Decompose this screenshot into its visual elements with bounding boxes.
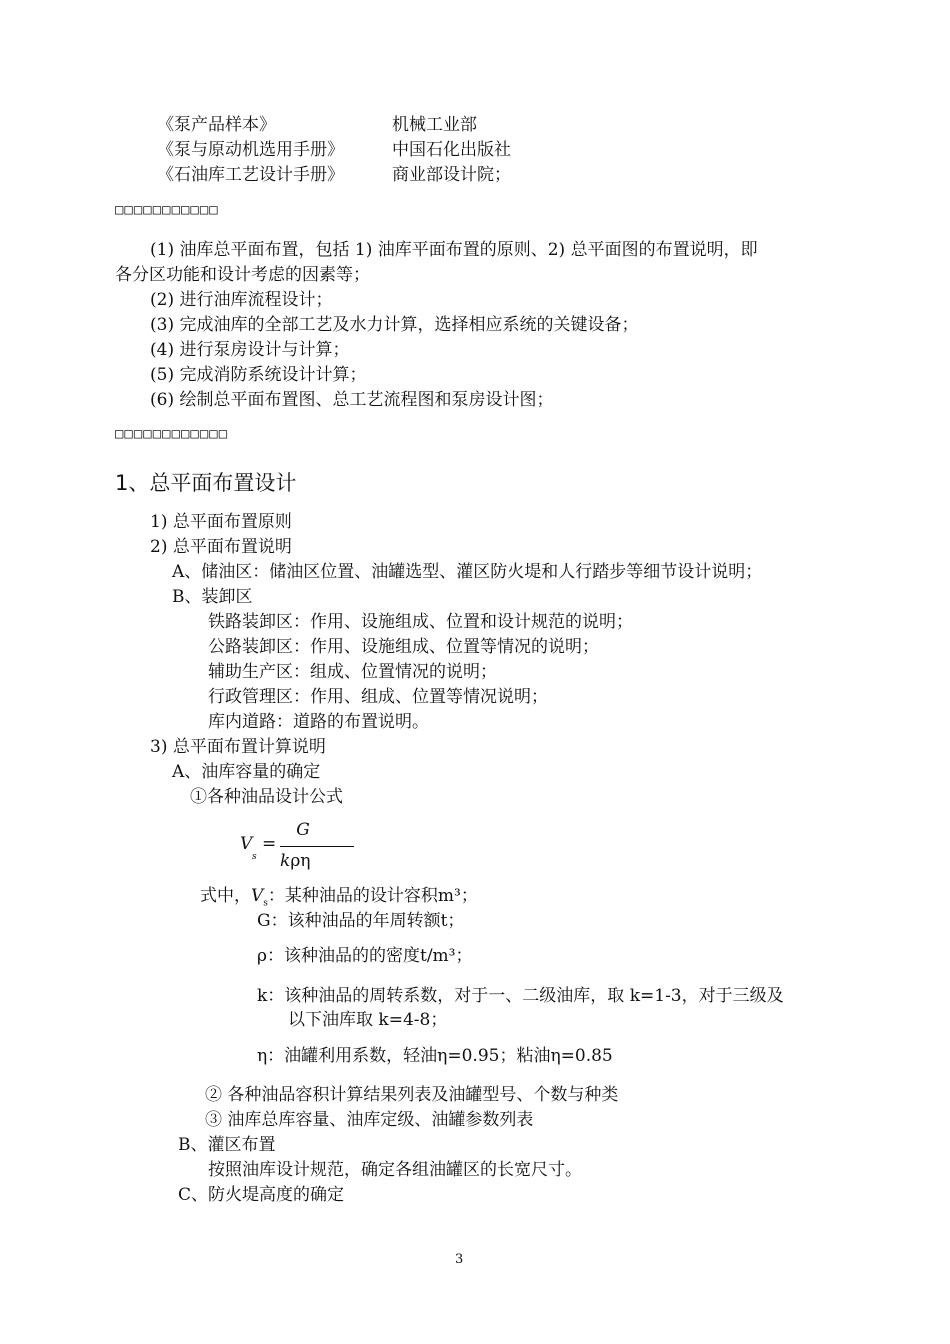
outline-item: B、灌区布置: [178, 1135, 276, 1155]
reference-title: 《石油库工艺设计手册》: [157, 165, 344, 185]
fraction-bar: [280, 846, 354, 847]
outline-item: ② 各种油品容积计算结果列表及油罐型号、个数与种类: [205, 1085, 619, 1105]
task-line: (3) 完成油库的全部工艺及水力计算，选择相应系统的关键设备；: [150, 315, 639, 335]
outline-item: 按照油库设计规范，确定各组油罐区的长宽尺寸。: [208, 1160, 582, 1180]
where-vs-desc: ：某种油品的设计容积m³；: [267, 886, 478, 906]
formula-equals: =: [262, 834, 277, 854]
section-title: 1、总平面布置设计: [115, 471, 297, 495]
where-k-line-continued: 以下油库取 k=4-8；: [288, 1010, 448, 1030]
formula-den-k: k: [280, 851, 291, 871]
task-line: (5) 完成消防系统设计计算；: [150, 365, 367, 385]
outline-item: 公路装卸区：作用、设施组成、位置等情况的说明；: [208, 637, 599, 657]
outline-item: 库内道路：道路的布置说明。: [208, 712, 429, 732]
outline-item: ①各种油品设计公式: [190, 787, 343, 807]
reference-publisher: 机械工业部: [392, 115, 477, 135]
where-k-line: k：该种油品的周转系数，对于一、二级油库，取 k=1-3，对于三级及: [257, 986, 784, 1006]
outline-item: 铁路装卸区：作用、设施组成、位置和设计规范的说明；: [208, 612, 633, 632]
formula-lhs-subscript: s: [252, 852, 257, 862]
task-line: (4) 进行泵房设计与计算；: [150, 340, 350, 360]
reference-title: 《泵产品样本》: [157, 115, 276, 135]
section-heading-missing-glyphs: □□□□□□□□□□□: [115, 202, 219, 218]
section-heading-missing-glyphs: □□□□□□□□□□□□: [115, 426, 229, 442]
where-vs-var: V: [251, 886, 264, 906]
outline-item: A、储油区：储油区位置、油罐选型、灌区防火堤和人行踏步等细节设计说明；: [172, 562, 763, 582]
where-eta-line: η：油罐利用系数，轻油η=0.95；粘油η=0.85: [257, 1046, 613, 1066]
reference-title: 《泵与原动机选用手册》: [157, 140, 344, 160]
task-line-continued: 各分区功能和设计考虑的因素等；: [115, 265, 370, 285]
outline-item: B、装卸区: [172, 587, 253, 607]
outline-item: C、防火堤高度的确定: [178, 1185, 345, 1205]
outline-item: 行政管理区：作用、组成、位置等情况说明；: [208, 687, 548, 707]
where-vs-sub: s: [263, 898, 268, 909]
formula-numerator: G: [296, 820, 310, 840]
outline-item: ③ 油库总库容量、油库定级、油罐参数列表: [205, 1110, 534, 1130]
outline-item: 3) 总平面布置计算说明: [150, 737, 326, 757]
task-line: (1) 油库总平面布置，包括 1) 油库平面布置的原则、2) 总平面图的布置说明，即: [150, 240, 758, 260]
where-g-line: G：该种油品的年周转额t；: [257, 911, 465, 931]
outline-item: 1) 总平面布置原则: [150, 512, 292, 532]
task-line: (2) 进行油库流程设计；: [150, 290, 333, 310]
formula-den-rest: ρη: [290, 851, 311, 871]
outline-item: 2) 总平面布置说明: [150, 537, 292, 557]
reference-publisher: 中国石化出版社: [392, 140, 511, 160]
design-volume-formula: [240, 820, 330, 870]
where-rho-line: ρ：该种油品的的密度t/m³；: [257, 946, 473, 966]
formula-denominator: [280, 851, 311, 871]
where-prefix: 式中，: [200, 886, 251, 906]
page-number: 3: [455, 1252, 464, 1267]
outline-item: A、油库容量的确定: [172, 762, 321, 782]
formula-lhs: V: [240, 834, 253, 854]
reference-publisher: 商业部设计院；: [392, 165, 511, 185]
outline-item: 辅助生产区：组成、位置情况的说明；: [208, 662, 497, 682]
where-vs-line: [200, 886, 478, 913]
task-line: (6) 绘制总平面布置图、总工艺流程图和泵房设计图；: [150, 390, 554, 410]
